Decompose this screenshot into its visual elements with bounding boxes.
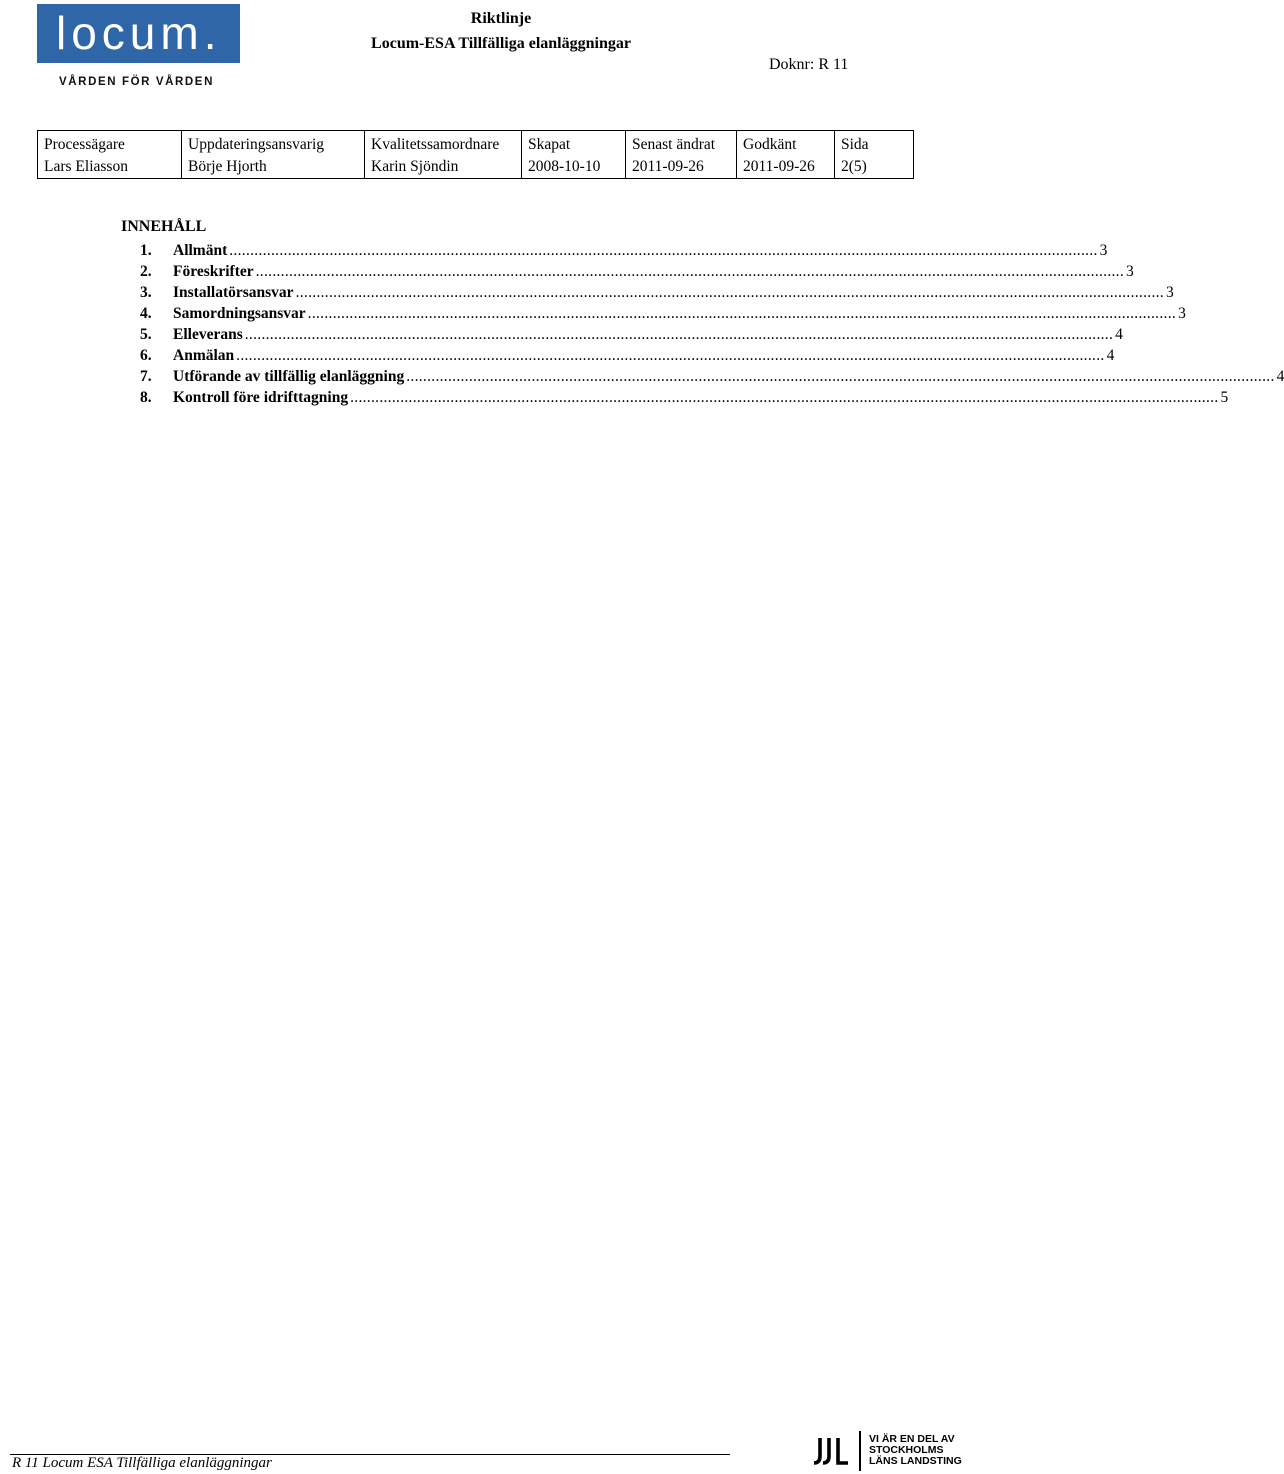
metadata-cell-last-changed: [626, 131, 737, 179]
toc-dot-leader: ................................................................................................................................................................................................................: [295, 284, 1164, 301]
toc-entry-page: 4: [1106, 347, 1115, 364]
metadata-value: Lars Eliasson: [44, 158, 128, 175]
sll-logo-line: VI ÄR EN DEL AV: [869, 1433, 955, 1445]
toc-entry-title: Elleverans: [173, 326, 243, 343]
document-title: Locum-ESA Tillfälliga elanläggningar: [371, 35, 631, 52]
sll-logo-text: [869, 1434, 962, 1467]
toc-entry-title: Installatörsansvar: [173, 284, 294, 301]
metadata-cell-quality-coordinator: [365, 131, 522, 179]
toc-entry[interactable]: [121, 263, 1134, 284]
locum-logo-tagline: VÅRDEN FÖR VÅRDEN: [59, 76, 214, 88]
toc-dot-leader: ................................................................................................................................................................................................................: [406, 368, 1275, 385]
sll-logo-icon: [813, 1436, 849, 1466]
toc-dot-leader: ................................................................................................................................................................................................................: [307, 305, 1177, 322]
toc-entry-title: Anmälan: [173, 347, 235, 364]
metadata-label: Processägare: [44, 136, 125, 153]
toc-dot-leader: ................................................................................................................................................................................................................: [229, 242, 1098, 259]
toc-dot-leader: ................................................................................................................................................................................................................: [236, 347, 1105, 364]
toc-entry[interactable]: [121, 242, 1108, 263]
toc-entry[interactable]: [121, 389, 1229, 410]
toc-entry[interactable]: [121, 326, 1123, 347]
toc-entry-title: Allmänt: [173, 242, 228, 259]
toc-entry-number: 6.: [140, 347, 152, 364]
metadata-cell-created: [522, 131, 626, 179]
toc-heading: INNEHÅLL: [121, 218, 207, 235]
toc-entry-page: 4: [1276, 368, 1284, 385]
footer-document-reference: R 11 Locum ESA Tillfälliga elanläggningar: [12, 1455, 272, 1471]
toc-entry-page: 5: [1220, 389, 1229, 406]
toc-entry[interactable]: [121, 305, 1186, 326]
locum-logo-wordmark: locum.: [37, 4, 240, 63]
toc-entry-title: Föreskrifter: [173, 263, 254, 280]
toc-entry-number: 7.: [140, 368, 152, 385]
metadata-cell-update-responsible: [182, 131, 365, 179]
toc-entry-page: 3: [1165, 284, 1174, 301]
toc-entry-number: 2.: [140, 263, 152, 280]
toc-entry[interactable]: [121, 347, 1115, 368]
metadata-cell-process-owner: [38, 131, 182, 179]
toc-dot-leader: ................................................................................................................................................................................................................: [255, 263, 1125, 280]
metadata-cell-approved: [737, 131, 835, 179]
toc-entry-page: 4: [1115, 326, 1123, 343]
toc-entry[interactable]: [121, 368, 1284, 389]
toc-entry-title: Utförande av tillfällig elanläggning: [173, 368, 405, 385]
metadata-value: Karin Sjöndin: [371, 158, 459, 175]
toc-entry-title: Kontroll före idrifttagning: [173, 389, 349, 406]
toc-entry-number: 4.: [140, 305, 152, 322]
toc-entry-page: 3: [1126, 263, 1134, 280]
document-metadata-table: [37, 130, 914, 179]
metadata-label: Skapat: [528, 136, 571, 153]
metadata-value: 2011-09-26: [743, 158, 815, 175]
toc-dot-leader: ................................................................................................................................................................................................................: [244, 326, 1114, 343]
metadata-value: Börje Hjorth: [188, 158, 267, 175]
toc-entry[interactable]: [121, 284, 1174, 305]
metadata-label: Uppdateringsansvarig: [188, 136, 325, 153]
sll-logo-line: STOCKHOLMS: [869, 1444, 944, 1456]
metadata-label: Godkänt: [743, 136, 797, 153]
sll-logo-divider: [859, 1431, 861, 1471]
document-number: Doknr: R 11: [769, 56, 849, 73]
toc-entry-number: 5.: [140, 326, 152, 343]
document-type: Riktlinje: [470, 10, 532, 27]
toc-entry-number: 1.: [140, 242, 152, 259]
metadata-value: 2011-09-26: [632, 158, 704, 175]
toc-entry-title: Samordningsansvar: [173, 305, 306, 322]
toc-dot-leader: ................................................................................................................................................................................................................: [350, 389, 1219, 406]
metadata-value: 2(5): [841, 158, 867, 175]
toc-entry-number: 3.: [140, 284, 152, 301]
metadata-cell-page: [835, 131, 914, 179]
toc-entry-number: 8.: [140, 389, 152, 406]
toc-entry-page: 3: [1099, 242, 1108, 259]
metadata-value: 2008-10-10: [528, 158, 601, 175]
metadata-label: Senast ändrat: [632, 136, 716, 153]
metadata-label: Kvalitetssamordnare: [371, 136, 500, 153]
toc-entry-page: 3: [1178, 305, 1186, 322]
sll-logo-line: LÄNS LANDSTING: [869, 1455, 962, 1467]
table-of-contents: [121, 218, 1284, 410]
metadata-label: Sida: [841, 136, 869, 153]
